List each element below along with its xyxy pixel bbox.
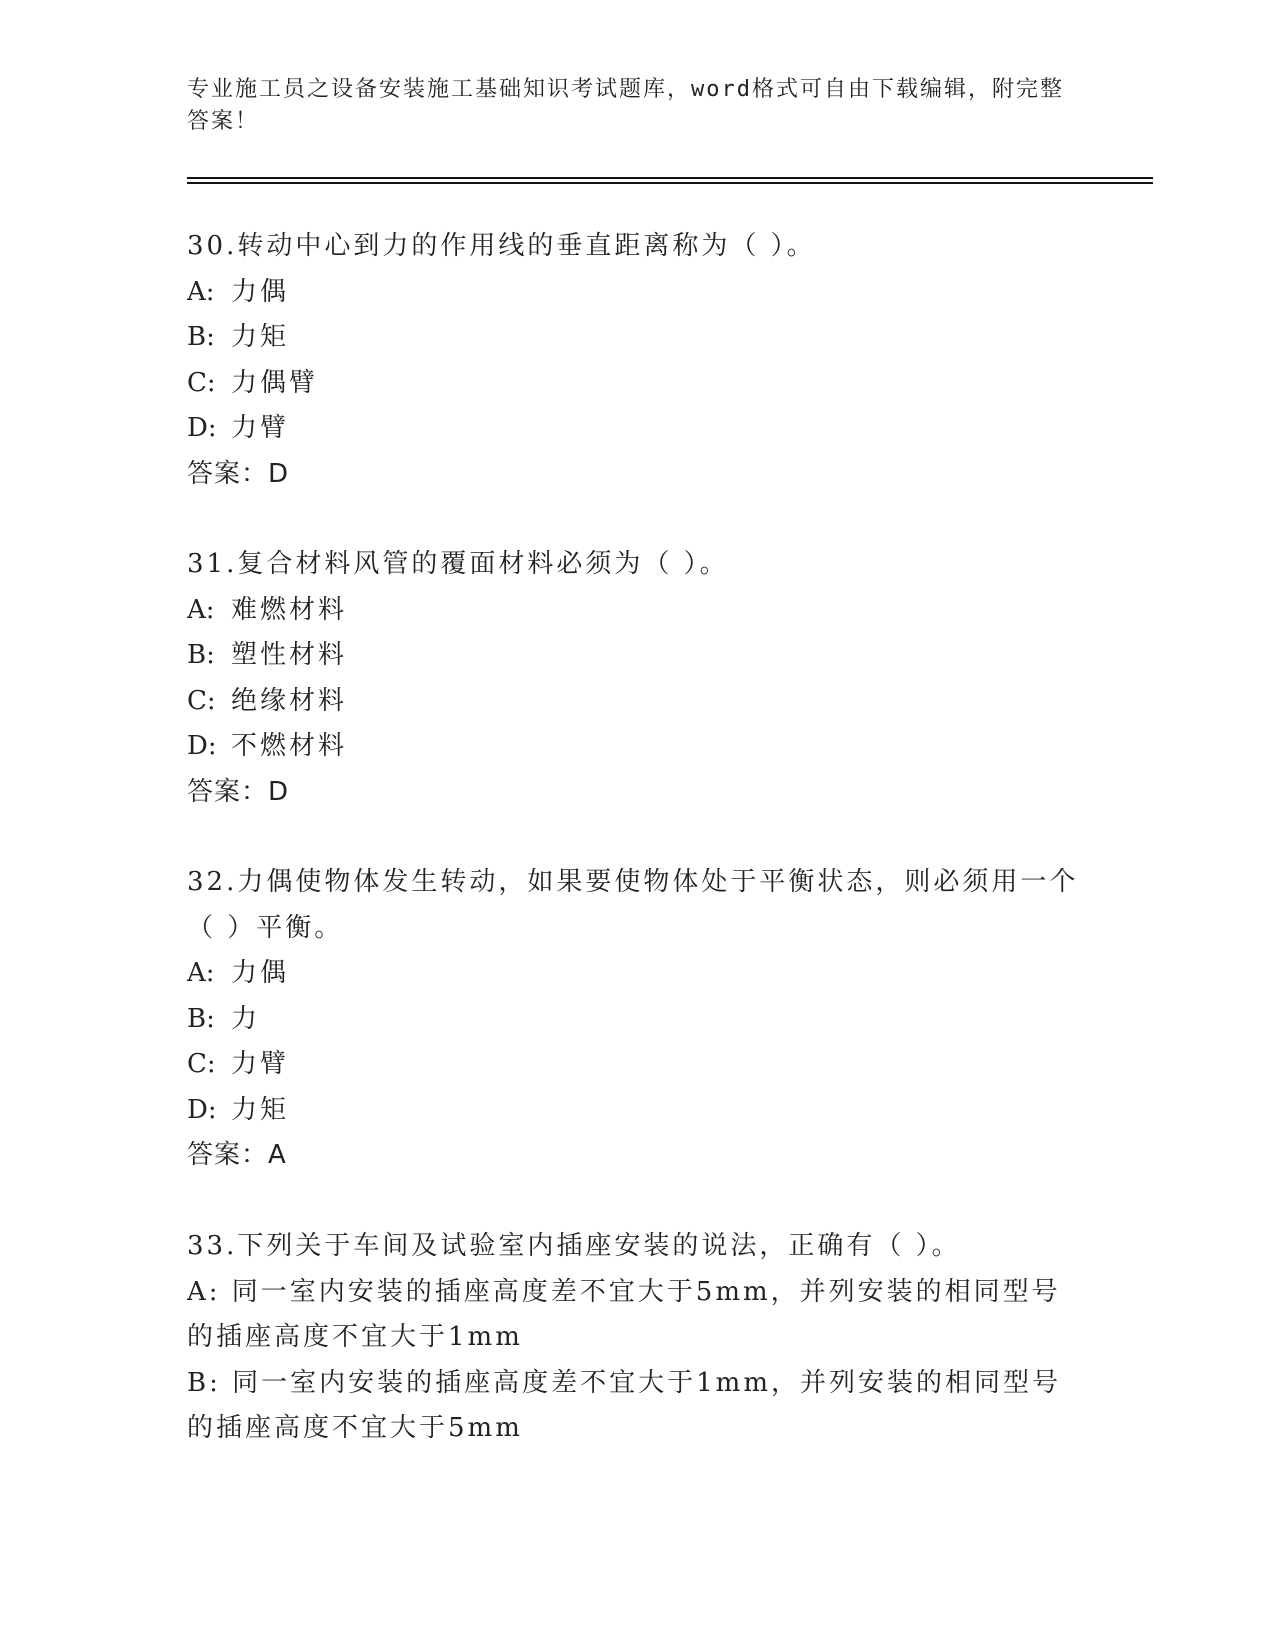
option-text: 力矩 [231, 322, 290, 352]
option-text: 力 [231, 1003, 261, 1034]
option-text: 力偶 [231, 276, 290, 307]
option-b [187, 315, 1087, 361]
option-letter: B: [187, 1003, 215, 1034]
option-letter: D: [187, 1094, 217, 1125]
question-stem: 31.复合材料风管的覆面材料必须为（ ）。 [187, 549, 729, 579]
question-stem: 30.转动中心到力的作用线的垂直距离称为（ ）。 [187, 231, 816, 261]
option-letter: D: [187, 731, 217, 761]
answer-line: 答案：A [187, 1140, 287, 1170]
option-b [187, 997, 1087, 1043]
option-a [187, 270, 1087, 316]
option-a [187, 588, 1087, 634]
question-stem: 32.力偶使物体发生转动，如果要使物体处于平衡状态，则必须用一个（ ）平衡。 [187, 867, 1079, 943]
option-text: 绝缘材料 [231, 685, 348, 716]
option-text: 不燃材料 [231, 731, 348, 761]
option-letter: B: [187, 322, 215, 352]
option-d [187, 406, 1087, 452]
option-letter: D: [187, 413, 217, 443]
option-text: 力偶 [231, 958, 290, 988]
option-text: 力矩 [231, 1094, 290, 1125]
option-text: 塑性材料 [231, 640, 348, 670]
option-letter: C: [187, 367, 216, 398]
option-text: 力臂 [231, 1049, 290, 1079]
option-letter: A: [187, 958, 215, 988]
answer-line: 答案：D [187, 458, 290, 489]
question-33 [187, 1224, 1087, 1452]
option-b-text: B: 同一室内安装的插座高度差不宜大于1mm，并列安装的相同型号的插座高度不宜大于5mm [187, 1367, 1061, 1443]
option-c [187, 679, 1087, 725]
option-a [187, 1270, 1087, 1361]
option-b [187, 1361, 1087, 1452]
question-31 [187, 542, 1087, 815]
option-d [187, 1088, 1087, 1134]
header-divider-top [187, 177, 1153, 179]
option-letter: C: [187, 1049, 216, 1079]
question-32 [187, 860, 1087, 1179]
option-c [187, 361, 1087, 407]
option-letter: A: [187, 594, 215, 625]
header-divider-bottom [187, 182, 1153, 184]
question-30 [187, 224, 1087, 497]
option-letter: C: [187, 685, 216, 716]
option-a-text: A: 同一室内安装的插座高度差不宜大于5mm，并列安装的相同型号的插座高度不宜大于1mm [187, 1276, 1061, 1352]
option-b [187, 633, 1087, 679]
question-stem: 33.下列关于车间及试验室内插座安装的说法，正确有（ ）。 [187, 1231, 961, 1261]
option-text: 力偶臂 [231, 367, 319, 398]
document-header: 专业施工员之设备安装施工基础知识考试题库，word格式可自由下载编辑，附完整答案！ [187, 77, 1064, 134]
option-c [187, 1042, 1087, 1088]
option-letter: A: [187, 276, 215, 307]
option-text: 力臂 [231, 413, 290, 443]
option-a [187, 951, 1087, 997]
option-letter: B: [187, 640, 215, 670]
option-text: 难燃材料 [231, 594, 348, 625]
answer-line: 答案：D [187, 776, 290, 807]
option-d [187, 724, 1087, 770]
